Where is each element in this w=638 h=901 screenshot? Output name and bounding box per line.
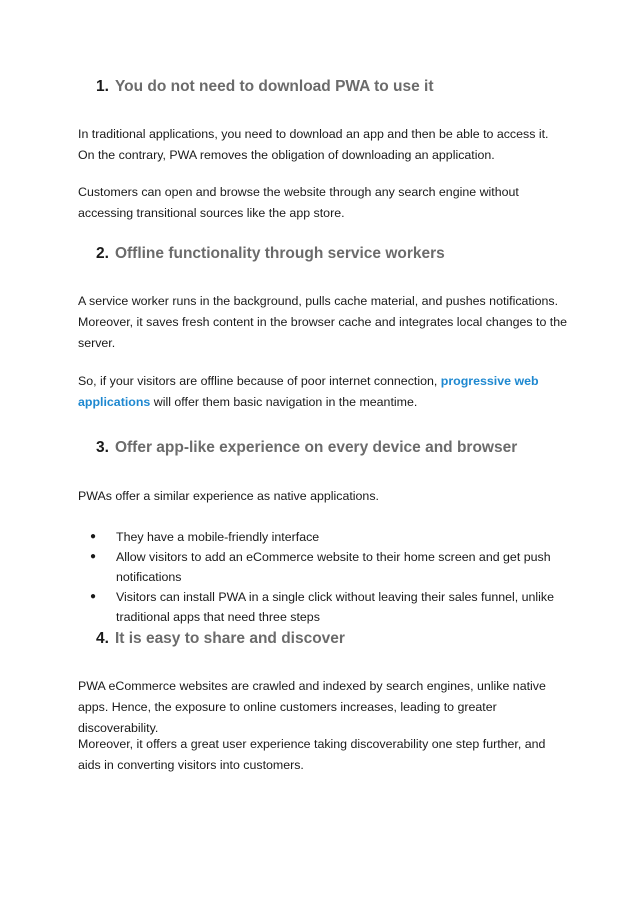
bullet-text: Visitors can install PWA in a single click without leaving their sales funnel, unlike traditional apps that need three steps [116,590,555,624]
list-item [78,527,568,547]
section-4-title: It is easy to share and discover [114,630,345,647]
link-paragraph-after: will offer them basic navigation in the meantime. [150,395,418,409]
list-item [78,547,568,587]
bullet-icon: ● [90,531,97,542]
section-2-number: 2. [96,245,109,262]
section-3-paragraph-1: PWAs offer a similar experience as native applications. [78,489,379,503]
section-4-paragraph-2: Moreover, it offers a great user experience taking discoverability one step further, and aids in converting visitors into customers. [78,737,546,772]
section-2-title: Offline functionality through service workers [114,245,445,262]
progressive-web-applications-link[interactable]: progressive web applications [78,374,539,409]
section-1-title: You do not need to download PWA to use it [114,78,434,95]
section-1-heading [96,77,434,97]
bullet-text: Allow visitors to add an eCommerce website to their home screen and get push notifications [116,550,551,584]
section-2-heading [96,244,445,264]
section-1-number: 1. [96,78,109,95]
bullet-icon: ● [90,551,97,562]
section-3-title: Offer app-like experience on every device and browser [114,439,518,456]
section-1-paragraph-2: Customers can open and browse the website through any search engine without accessing transitional sources like the app store. [78,185,519,220]
list-item [78,587,568,627]
section-2-paragraph-2 [78,371,568,413]
section-2-paragraph-1: A service worker runs in the background, pulls cache material, and pushes notifications. Moreover, it saves fresh content in the browser cache and integrates local changes to the server. [78,294,568,350]
section-1-paragraph-1: In traditional applications, you need to download an app and then be able to access it. On the contrary, PWA removes the obligation of downloading an application. [78,127,549,162]
section-3-heading [96,438,517,458]
section-4-heading [96,629,345,649]
section-4-paragraph-1: PWA eCommerce websites are crawled and indexed by search engines, unlike native apps. Hence, the exposure to online customers increases, leading to greater discoverability. [78,679,546,735]
bullet-icon: ● [90,591,97,602]
link-paragraph-before: So, if your visitors are offline because of poor internet connection, [78,374,441,388]
section-3-number: 3. [96,439,109,456]
section-3-bullet-list [78,527,568,627]
section-4-number: 4. [96,630,109,647]
bullet-text: They have a mobile-friendly interface [116,530,320,544]
